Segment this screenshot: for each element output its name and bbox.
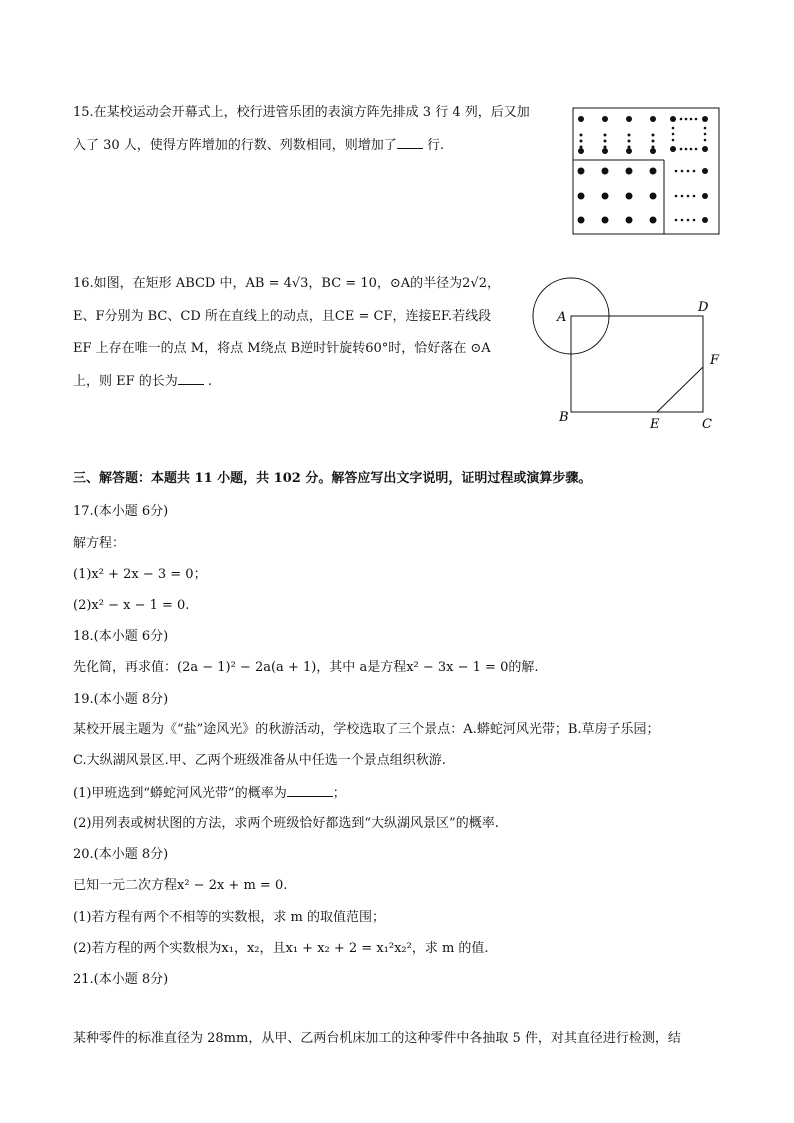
q15-line2-end: 行. — [426, 138, 445, 153]
q15-line1: 15.在某校运动会开幕式上，校行进管乐团的表演方阵先排成 3 行 4 列，后又加 — [73, 105, 530, 120]
q19-title: 19.(本小题 8分) — [73, 692, 169, 707]
q16-line1: 16.如图，在矩形 ABCD 中，AB = 4√3，BC = 10，⊙A的半径为2√2， — [73, 276, 500, 291]
q19-part1-text: (1)甲班选到“蟒蛇河风光带”的概率为 — [73, 786, 287, 801]
segment-ef — [657, 367, 703, 412]
q17-part1: (1)x² + 2x − 3 = 0； — [73, 567, 207, 582]
q17-part2: (2)x² − x − 1 = 0. — [73, 598, 190, 613]
q15-answer-blank[interactable] — [397, 136, 423, 149]
q16-line4-text: 上，则 EF 的长为 — [73, 374, 178, 389]
label-d: D — [698, 300, 709, 315]
label-e: E — [650, 417, 660, 432]
q19-body1: 某校开展主题为《“盐”途风光》的秋游活动，学校选取了三个景点：A.蟒蛇河风光带；B.草房子乐园； — [73, 722, 660, 737]
q16-geometry-figure — [530, 276, 730, 436]
label-a: A — [557, 310, 567, 325]
q21-body: 某种零件的标准直径为 28mm，从甲、乙两台机床加工的这种零件中各抽取 5 件，对其直径进行检测，结 — [73, 1031, 681, 1046]
q20-body: 已知一元二次方程x² − 2x + m = 0. — [73, 878, 288, 893]
rectangle-abcd — [571, 316, 703, 412]
q16-line4-end: . — [207, 374, 213, 389]
q17-intro: 解方程： — [73, 536, 126, 551]
q17-title: 17.(本小题 6分) — [73, 504, 169, 519]
section3-heading: 三、解答题：本题共 11 小题，共 102 分。解答应写出文字说明，证明过程或演算步骤。 — [73, 471, 592, 486]
q15-dot-figure — [572, 107, 720, 235]
q16-answer-blank[interactable] — [178, 372, 204, 385]
q19-answer-blank[interactable] — [287, 784, 333, 797]
q20-title: 20.(本小题 8分) — [73, 847, 169, 862]
q18-body: 先化简，再求值：(2a − 1)² − 2a(a + 1)，其中 a是方程x² − 3x − 1 = 0的解. — [73, 660, 539, 675]
label-b: B — [559, 410, 569, 425]
label-c: C — [702, 417, 712, 432]
q20-part2: (2)若方程的两个实数根为x₁，x₂，且x₁ + x₂ + 2 = x₁²x₂²，求 m 的值. — [73, 941, 489, 956]
q19-part2: (2)用列表或树状图的方法，求两个班级恰好都选到“大纵湖风景区”的概率. — [73, 816, 499, 831]
q20-part1: (1)若方程有两个不相等的实数根，求 m 的取值范围； — [73, 910, 386, 925]
label-f: F — [710, 353, 720, 368]
q16-line2: E、F分别为 BC、CD 所在直线上的动点，且CE = CF，连接EF.若线段 — [73, 309, 492, 324]
q16-line4 — [73, 372, 212, 391]
q19-part1-end: ； — [332, 786, 346, 801]
q15-line2 — [73, 136, 444, 155]
q19-part1 — [73, 784, 346, 803]
q19-body2: C.大纵湖风景区.甲、乙两个班级准备从中任选一个景点组织秋游. — [73, 753, 446, 768]
q15-line2-text: 入了 30 人，使得方阵增加的行数、列数相同，则增加了 — [73, 138, 397, 153]
q16-line3: EF 上存在唯一的点 M，将点 M绕点 B逆时针旋转60°时，恰好落在 ⊙A — [73, 341, 491, 356]
q21-title: 21.(本小题 8分) — [73, 972, 169, 987]
q18-title: 18.(本小题 6分) — [73, 629, 169, 644]
